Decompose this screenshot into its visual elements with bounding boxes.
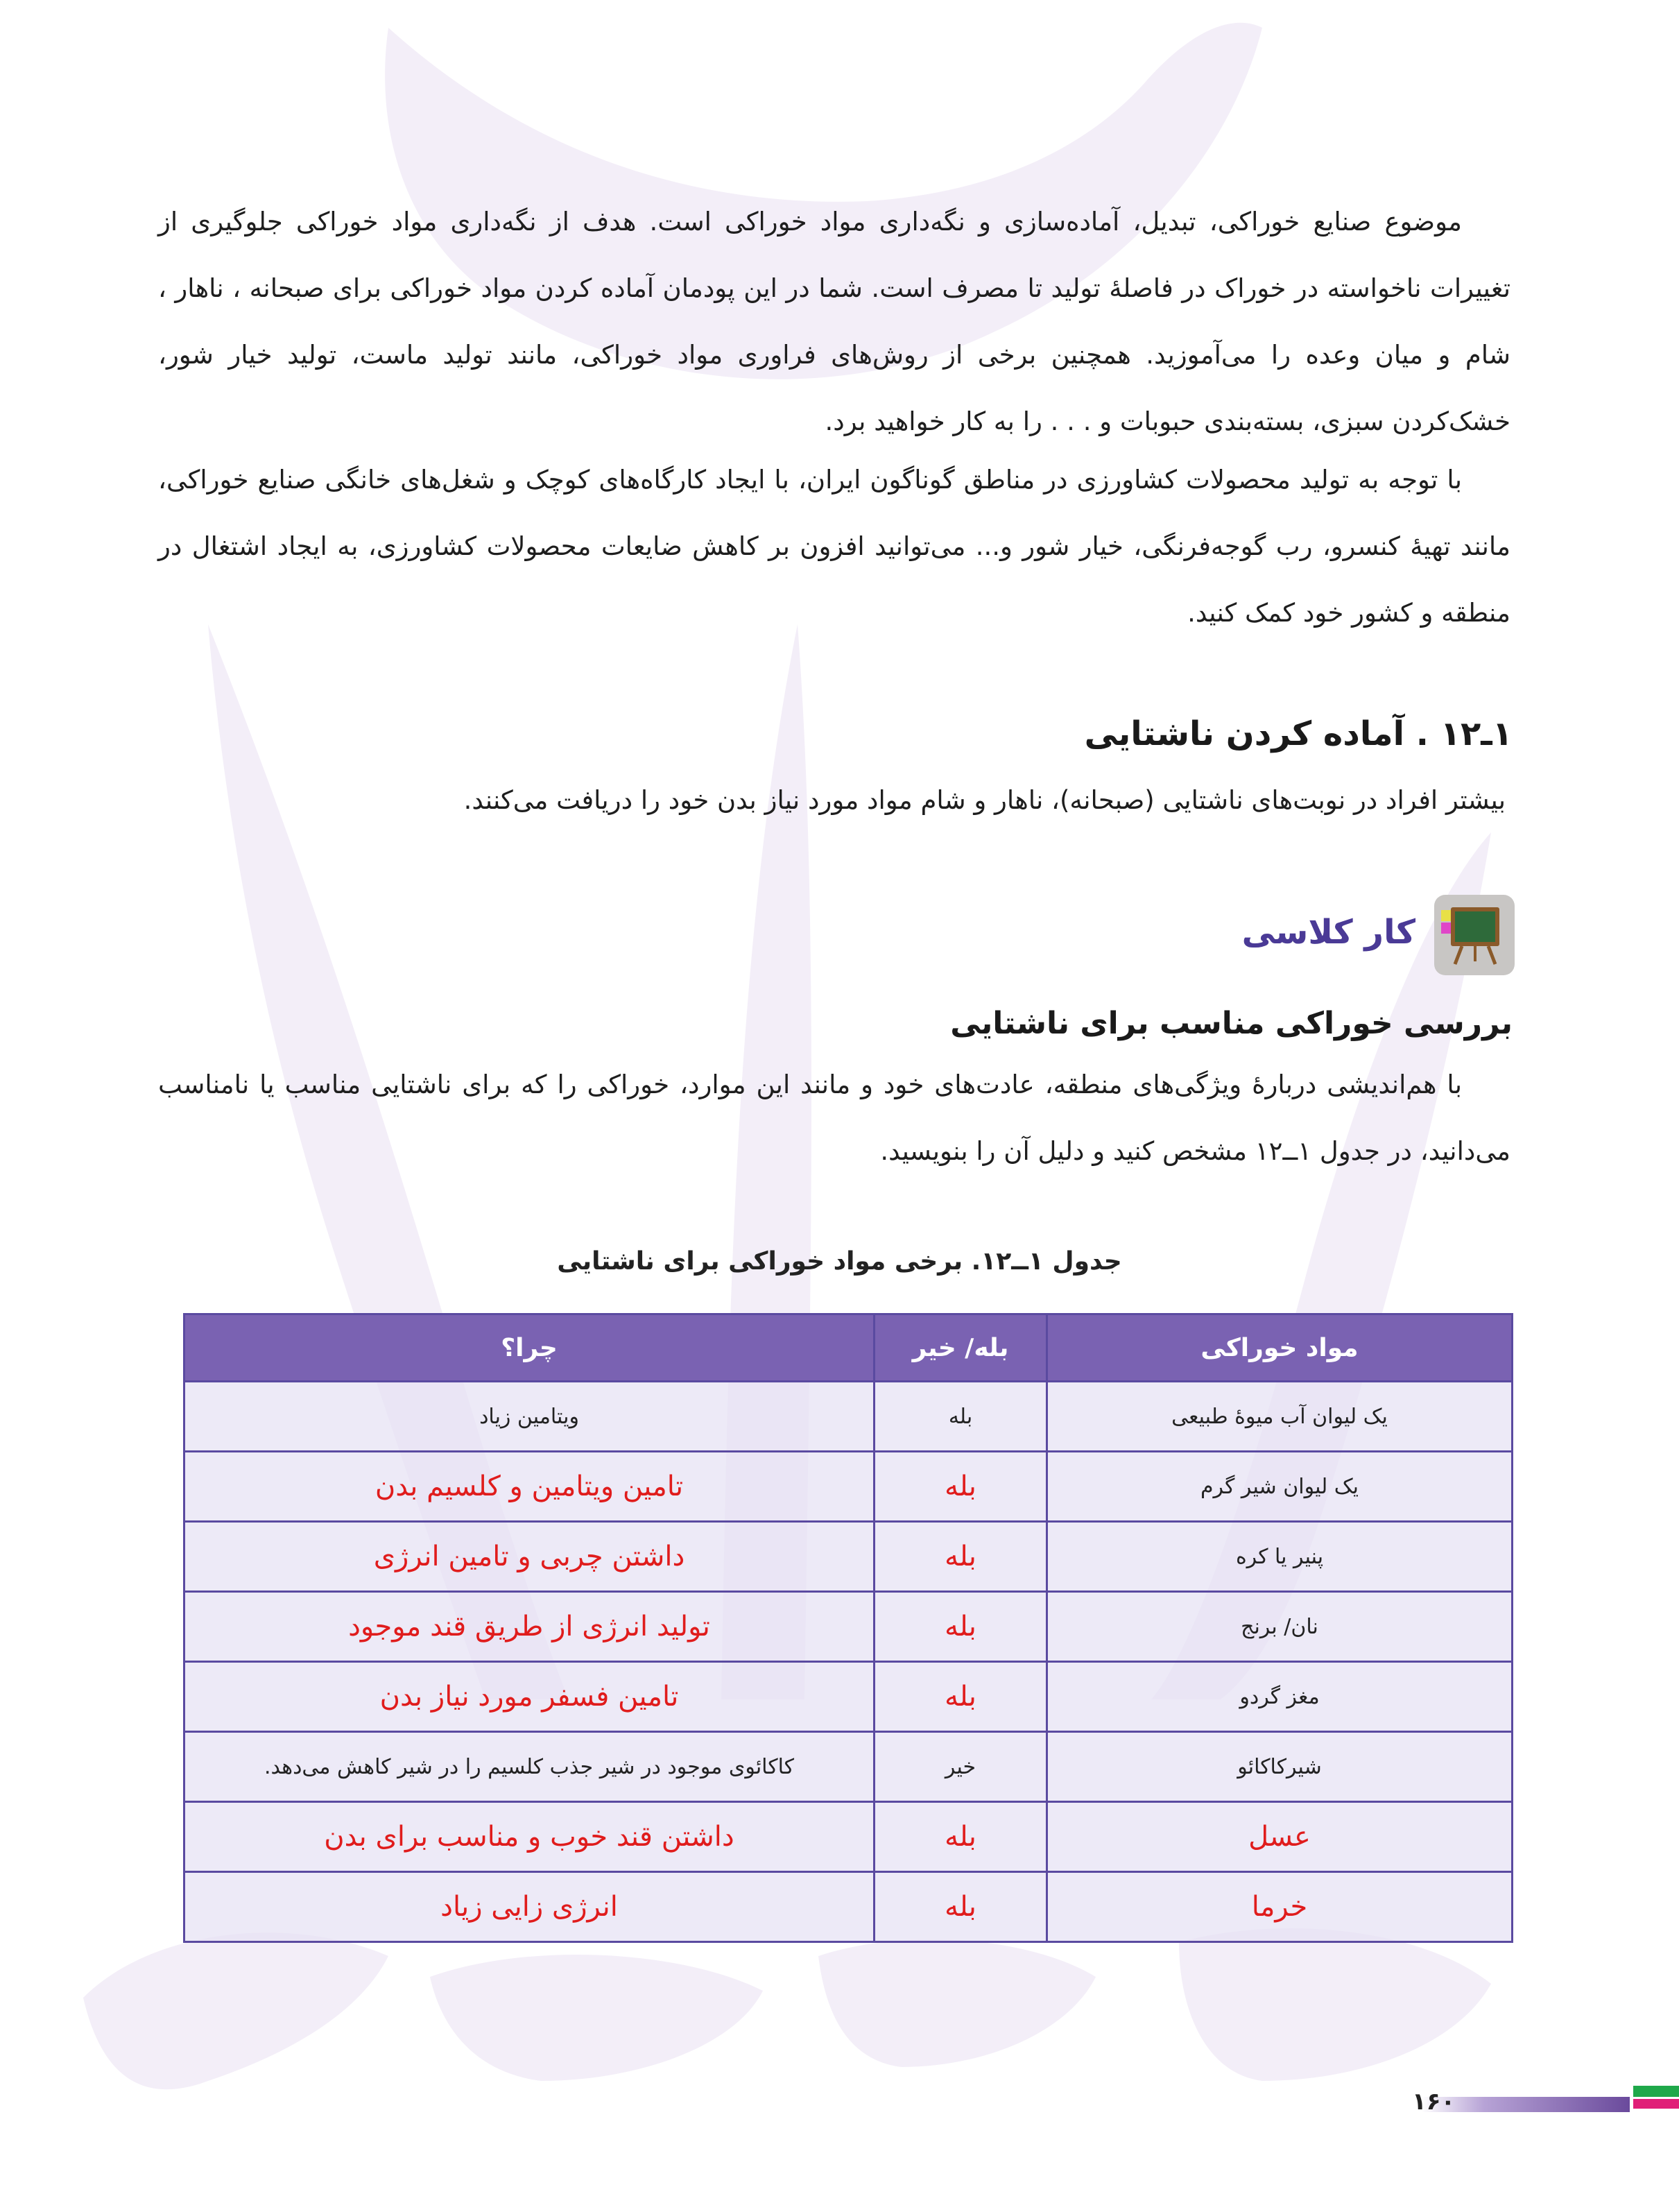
yesno-cell: بله — [875, 1382, 1047, 1452]
why-cell: ویتامین زیاد — [184, 1382, 875, 1452]
table-row — [184, 1802, 1513, 1872]
intro-paragraph-1: موضوع صنایع خوراکی، تبدیل، آماده‌سازی و نگه‌داری مواد خوراکی است. هدف از نگه‌داری مواد خوراکی جلوگیری از تغییرات ناخواسته در خوراک در فاصلهٔ تولید تا مصرف است. شما در این پودمان آماده کردن مواد خوراکی برای صبحانه ، ناهار ، شام و میان وعده را می‌آموزید. همچنین برخی از روش‌های فراوری مواد خوراکی، مانند تولید ماست، تولید خیار شور، خشک‌کردن سبزی، بسته‌بندی حبوبات و . . . را به کار خواهید برد. — [158, 207, 1510, 436]
header-food: مواد خوراکی — [1047, 1314, 1513, 1382]
activity-title: بررسی خوراکی مناسب برای ناشتایی — [950, 1006, 1513, 1041]
table-row — [184, 1522, 1513, 1592]
class-work-label: کار کلاسی — [1241, 913, 1415, 952]
table-row — [184, 1452, 1513, 1522]
yesno-cell: بله — [875, 1802, 1047, 1872]
table-row — [184, 1662, 1513, 1732]
why-cell: داشتن چربی و تامین انرژی — [184, 1522, 875, 1592]
footer-green-stripe — [1633, 2086, 1679, 2097]
why-cell: کاکائوی موجود در شیر جذب کلسیم را در شیر کاهش می‌دهد. — [184, 1732, 875, 1802]
food-cell: مغز گردو — [1047, 1662, 1513, 1732]
why-cell: تامین فسفر مورد نیاز بدن — [184, 1662, 875, 1732]
classroom-board-icon — [1434, 895, 1515, 975]
header-yesno: بله/ خیر — [875, 1314, 1047, 1382]
food-cell: خرما — [1047, 1872, 1513, 1942]
food-cell: یک لیوان آب میوهٔ طبیعی — [1047, 1382, 1513, 1452]
header-why: چرا؟ — [184, 1314, 875, 1382]
food-table — [183, 1313, 1513, 1943]
footer-pink-stripe — [1633, 2099, 1679, 2109]
why-cell: تامین ویتامین و کلسیم بدن — [184, 1452, 875, 1522]
yesno-cell: بله — [875, 1452, 1047, 1522]
food-cell: پنیر یا کره — [1047, 1522, 1513, 1592]
table-row — [184, 1732, 1513, 1802]
why-cell: انرژی زایی زیاد — [184, 1872, 875, 1942]
food-cell: نان/ برنج — [1047, 1592, 1513, 1662]
why-cell: تولید انرژی از طریق قند موجود — [184, 1592, 875, 1662]
activity-text: با هم‌اندیشی دربارهٔ ویژگی‌های منطقه، عادت‌های خود و مانند این موارد، خوراکی را که برای ناشتایی مناسب یا نامناسب می‌دانید، در جدول ۱ــ۱۲ مشخص کنید و دلیل آن را بنویسید. — [158, 1070, 1510, 1166]
food-cell: عسل — [1047, 1802, 1513, 1872]
yesno-cell: بله — [875, 1592, 1047, 1662]
yesno-cell: خیر — [875, 1732, 1047, 1802]
yesno-cell: بله — [875, 1872, 1047, 1942]
yesno-cell: بله — [875, 1522, 1047, 1592]
yesno-cell: بله — [875, 1662, 1047, 1732]
food-cell: شیرکاکائو — [1047, 1732, 1513, 1802]
table-header-row — [184, 1314, 1513, 1382]
food-cell: یک لیوان شیر گرم — [1047, 1452, 1513, 1522]
section-intro: بیشتر افراد در نوبت‌های ناشتایی (صبحانه)، ناهار و شام مواد مورد نیاز بدن خود را دریافت می‌کنند. — [463, 785, 1506, 815]
table-caption: جدول ۱ــ۱۲. برخی مواد خوراکی برای ناشتایی — [557, 1247, 1122, 1276]
table-row — [184, 1592, 1513, 1662]
page-number: ۱۶۰ — [1412, 2088, 1456, 2116]
intro-paragraph-2: با توجه به تولید محصولات کشاورزی در مناطق گوناگون ایران، با ایجاد کارگاه‌های کوچک و شغل‌های خانگی صنایع خوراکی، مانند تهیهٔ کنسرو، رب گوجه‌فرنگی، خیار شور و... می‌توانید افزون بر کاهش ضایعات محصولات کشاورزی، به ایجاد اشتغال در منطقه و کشور خود کمک کنید. — [158, 465, 1510, 628]
why-cell: داشتن قند خوب و مناسب برای بدن — [184, 1802, 875, 1872]
table-row — [184, 1382, 1513, 1452]
section-heading: ۱ـ۱۲ . آماده کردن ناشتایی — [1084, 714, 1513, 753]
table-row — [184, 1872, 1513, 1942]
